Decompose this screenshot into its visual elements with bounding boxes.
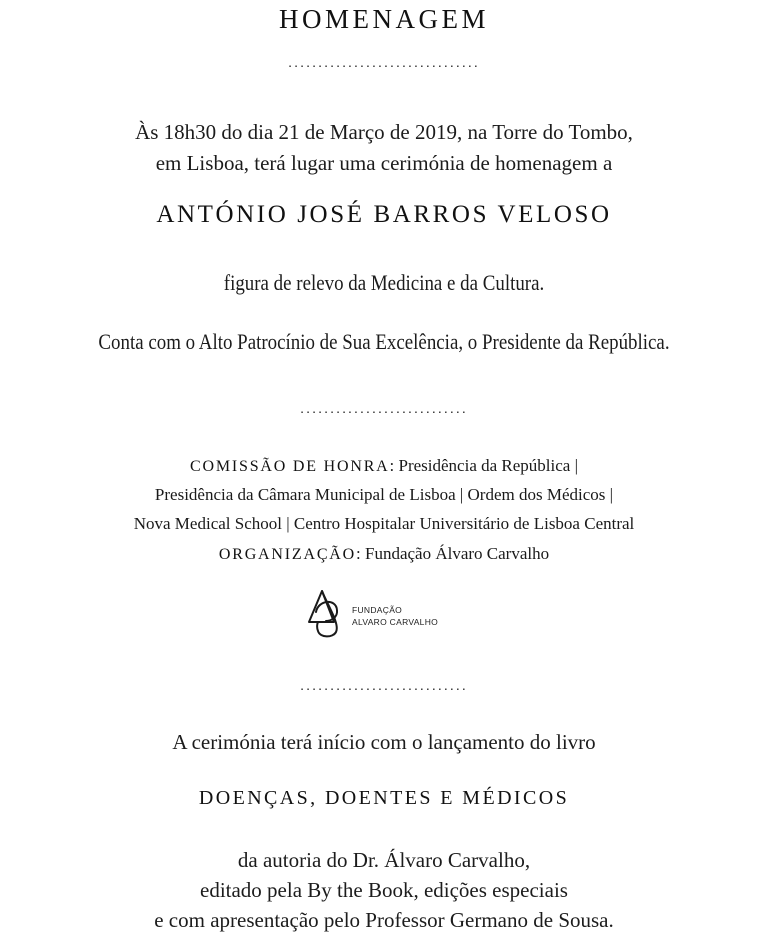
dotted-separator: ............................ [300, 677, 468, 693]
book-title: DOENÇAS, DOENTES E MÉDICOS [198, 787, 570, 809]
intro-line-2: em Lisboa, terá lugar uma cerimónia de homenagem a [155, 151, 613, 175]
dotted-separator: ............................ [300, 400, 468, 416]
committee-line-2: Presidência da Câmara Municipal de Lisboa | Ordem dos Médicos | [154, 485, 614, 504]
committee-label: COMISSÃO DE HONRA [190, 458, 390, 475]
fundacao-alvaro-carvalho-logo-icon [306, 588, 346, 645]
book-author-line: da autoria do Dr. Álvaro Carvalho, [237, 848, 531, 872]
organization-label: ORGANIZAÇÃO [218, 546, 357, 563]
honoree-name: ANTÓNIO JOSÉ BARROS VELOSO [156, 201, 612, 228]
organization-line [0, 539, 768, 570]
book-presenter-line: e com apresentação pelo Professor Germano de Sousa. [154, 908, 614, 932]
committee-line-3: Nova Medical School | Centro Hospitalar Universitário de Lisboa Central [133, 514, 635, 533]
committee-line-1 [0, 451, 768, 482]
book-intro: A cerimónia terá início com o lançamento do livro [172, 730, 596, 754]
book-publisher-line: editado pela By the Book, edições especiais [200, 878, 568, 902]
organization-text: : Fundação Álvaro Carvalho [356, 544, 550, 563]
foundation-logo [306, 590, 466, 642]
committee-line-1-text: : Presidência da República | [389, 456, 578, 475]
honoree-description: figura de relevo da Medicina e da Cultura. [223, 270, 545, 295]
intro-line-1: Às 18h30 do dia 21 de Março de 2019, na Torre do Tombo, [135, 120, 633, 144]
page-title: HOMENAGEM [279, 4, 489, 34]
dotted-separator: ................................ [288, 54, 480, 70]
logo-line-1: FUNDAÇÃO [352, 605, 403, 615]
logo-line-2: ALVARO CARVALHO [352, 617, 439, 627]
logo-text [352, 604, 438, 628]
patronage-text: Conta com o Alto Patrocínio de Sua Excelência, o Presidente da República. [98, 329, 670, 354]
